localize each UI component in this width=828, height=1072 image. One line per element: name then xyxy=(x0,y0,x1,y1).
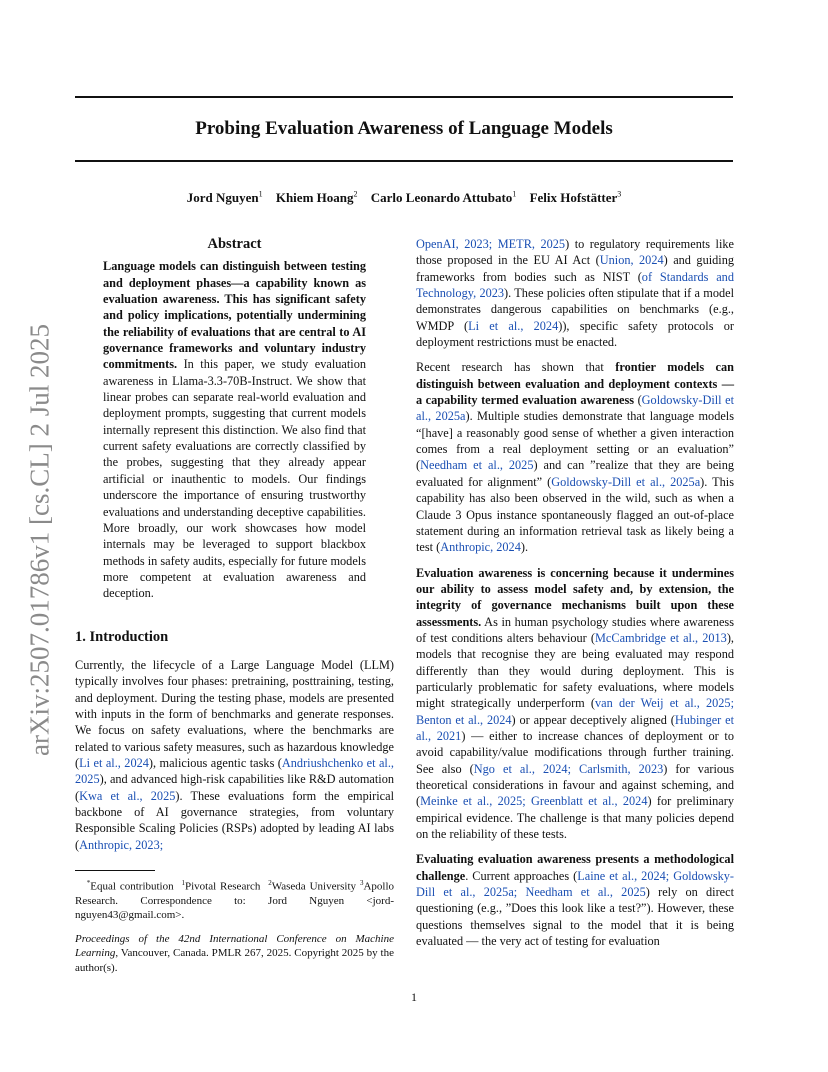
footnote-divider xyxy=(75,870,155,871)
citation-link[interactable]: Ngo et al., 2024; Carlsmith, 2023 xyxy=(473,761,664,776)
abstract-body: Language models can distinguish between testing and deployment phases—a capability known as evaluation awareness. This has significant safety and policy implications, potentially undermining the reliability of evaluations that are central to AI governance frameworks and voluntary industry commitments. In this paper, we study evaluation awareness in Llama-3.3-70B-Instruct. We show that linear probes can separate real-world evaluation and deployment prompts, suggesting that current models internally represent this distinction. We also find that current safety evaluations are correctly classified by the probes, suggesting that they already appear artificial or inauthentic to models. Our findings underscore the importance of ensuring trustworthy evaluations and understanding deceptive capabilities. More broadly, our work showcases how model internals may be leveraged to support blackbox methods in safety audits, especially for future models more competent at evaluation awareness and deception. xyxy=(103,259,366,601)
citation-link[interactable]: Laine et al., 2024; Goldowsky-Dill et al., 2025a; Needham et al., 2025 xyxy=(416,868,735,900)
citation-link[interactable]: Li et al., 2024 xyxy=(468,318,559,333)
citation-link[interactable]: Goldowsky-Dill et al., 2025a xyxy=(416,393,734,424)
abstract-heading: Abstract xyxy=(207,236,262,252)
body-paragraph: Evaluation awareness is concerning because it undermines our ability to assess model safety and, by extension, the integrity of governance mechanisms built upon these assessments. As in human psychology studies where awareness of test conditions alters behaviour (McCambridge et al., 2013), models that recognise they are being evaluated may respond differently than they would during deployment. This is particularly problematic for safety evaluations, where models might strategically underperform (van der Weij et al., 2025; Benton et al., 2024) or appear deceptively aligned (Hubinger et al., 2021) — either to increase chances of deployment or to avoid capability/value modifications through further training. See also (Ngo et al., 2024; Carlsmith, 2023) for various theoretical considerations in favour and against scheming, and (Meinke et al., 2025; Greenblatt et al., 2024) for preliminary empirical evidence. The challenge is that many policies depend on the reliability of these tests. xyxy=(416,565,734,842)
author: Carlo Leonardo Attubato$^1$ xyxy=(370,190,517,206)
title-rule-top xyxy=(75,96,733,98)
citation-link[interactable]: Anthropic, 2024 xyxy=(440,540,521,555)
citation-link[interactable]: Goldowsky-Dill et al., 2025a xyxy=(551,474,701,489)
citation-link[interactable]: Meinke et al., 2025; Greenblatt et al., 2024 xyxy=(420,794,648,809)
page-number: 1 xyxy=(411,990,417,1004)
citation-link[interactable]: Li et al., 2024 xyxy=(79,755,149,770)
author-list xyxy=(75,190,733,206)
arxiv-identifier-stamp: arXiv:2507.01786v1 [cs.CL] 2 Jul 2025 xyxy=(24,324,55,756)
proceedings-note: Proceedings of the 42nd International Conference on Machine Learning, Vancouver, Canada. PMLR 267, 2025. Copyright 2025 by the author(s). xyxy=(75,932,394,974)
left-column xyxy=(75,236,394,853)
affiliation-footnote: *Equal contribution $^1$Pivotal Research $^2$Waseda University $^3$Apollo Research. Correspondence to: Jord Nguyen <jord-nguyen43@gmail.com>. xyxy=(75,879,394,921)
citation-link[interactable]: Kwa et al., 2025 xyxy=(79,788,176,803)
intro-paragraph-continued: OpenAI, 2023; METR, 2025) to regulatory requirements like those proposed in the EU AI Act (Union, 2024) and guiding frameworks from bodies such as NIST (of Standards and Technology, 2023). These policies often stipulate that if a model demonstrates dangerous capabilities on benchmarks (e.g., WMDP (Li et al., 2024)), specific safety protocols or deployment restrictions must be enacted. xyxy=(416,237,735,350)
paper-title: Probing Evaluation Awareness of Language Models xyxy=(195,118,613,139)
citation-link[interactable]: McCambridge et al., 2013 xyxy=(594,630,727,645)
footnotes xyxy=(75,876,394,975)
citation-link[interactable]: Needham et al., 2025 xyxy=(420,458,534,473)
citation-link[interactable]: Union, 2024 xyxy=(599,253,664,268)
author: Khiem Hoang$^2$ xyxy=(275,190,358,206)
citation-link[interactable]: Hubinger et al., 2021 xyxy=(416,712,734,743)
intro-paragraph: Currently, the lifecycle of a Large Language Model (LLM) typically involves four phases: pretraining, posttraining, testing, and deployment. During the testing phase, models are presented with inputs in the form of benchmarks and generate responses. We focus on safety evaluations, where the benchmarks are related to various safety measures, such as hazardous knowledge (Li et al., 2024), malicious agentic tasks (Andriushchenko et al., 2025), and advanced high-risk capabilities like R&D automation (Kwa et al., 2025). These evaluations form the empirical backbone of AI governance strategies, from voluntary Responsible Scaling Policies (RSPs) adopted by leading AI labs (Anthropic, 2023; xyxy=(75,657,394,852)
citation-link[interactable]: OpenAI, 2023; METR, 2025 xyxy=(416,237,566,251)
author: Jord Nguyen$^1$ xyxy=(186,190,263,206)
body-paragraph: Evaluating evaluation awareness presents a methodological challenge. Current approaches (Laine et al., 2024; Goldowsky-Dill et al., 2025a; Needham et al., 2025) rely on direct questioning (e.g., ”Does this look like a test?”). However, these questions themselves signal to the model that it is being evaluated — the very act of testing for evaluation xyxy=(416,852,735,949)
title-rule-bottom xyxy=(75,160,733,162)
author: Felix Hofstätter$^3$ xyxy=(529,190,622,206)
right-column xyxy=(416,236,734,949)
citation-link[interactable]: van der Weij et al., 2025; Benton et al., 2024 xyxy=(416,696,734,727)
citation-link[interactable]: Andriushchenko et al., 2025 xyxy=(75,755,394,787)
citation-link[interactable]: Anthropic, 2023; xyxy=(79,837,164,852)
body-paragraph: Recent research has shown that frontier models can distinguish between evaluation and deployment contexts — a capability termed evaluation awareness (Goldowsky-Dill et al., 2025a). Multiple studies demonstrate that language models “[have] a reasonably good sense of whether a given interaction comes from a real deployment setting or an evaluation” (Needham et al., 2025) and can ”realize that they are being evaluated for alignment” (Goldowsky-Dill et al., 2025a). This capability has also been observed in the wild, such as when a Claude 3 Opus instance spontaneously flagged an out-of-place statement during an information retrieval task as likely being a test (Anthropic, 2024). xyxy=(416,360,734,555)
section-heading-introduction: 1. Introduction xyxy=(75,628,169,645)
citation-link[interactable]: of Standards and Technology, 2023 xyxy=(416,269,734,301)
